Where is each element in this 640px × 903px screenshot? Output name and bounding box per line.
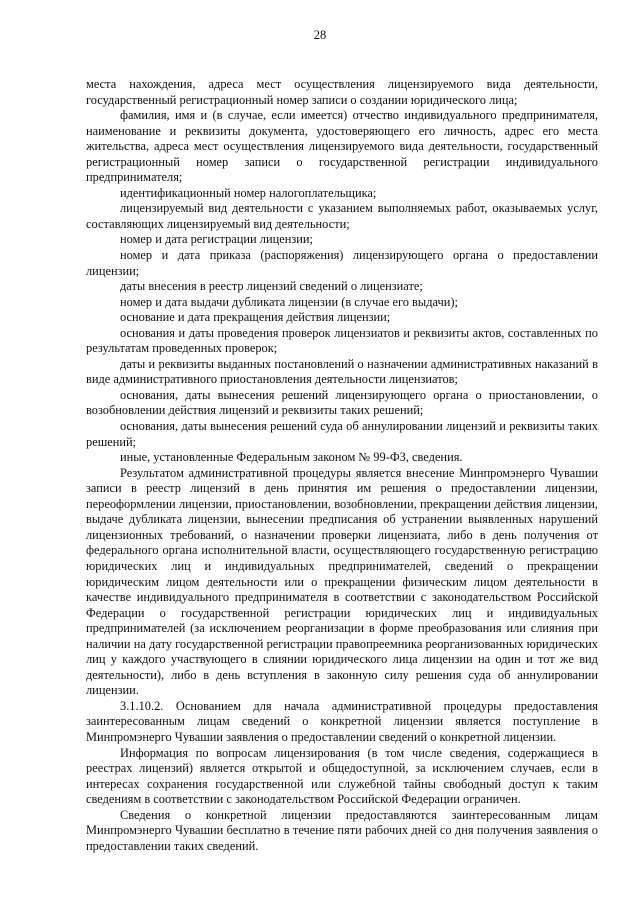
paragraph: основания, даты вынесения решений суда об аннулировании лицензий и реквизиты таких решений; — [86, 419, 598, 449]
paragraph: места нахождения, адреса мест осуществления лицензируемого вида деятельности, государственный регистрационный номер записи о создании юридического лица; — [86, 77, 598, 107]
page-number: 28 — [313, 28, 327, 42]
paragraph: основания и даты проведения проверок лицензиатов и реквизиты актов, составленных по результатам проведенных проверок; — [86, 325, 598, 356]
paragraph: лицензируемый вид деятельности с указанием выполняемых работ, оказываемых услуг, составляющих лицензируемый вид деятельности; — [86, 201, 598, 231]
paragraph: даты внесения в реестр лицензий сведений о лицензиате; — [120, 279, 423, 294]
document-body — [86, 77, 598, 854]
paragraph: номер и дата выдачи дубликата лицензии (в случае его выдачи); — [120, 294, 458, 309]
paragraph: иные, установленные Федеральным законом № 99-ФЗ, сведения. — [120, 450, 463, 465]
paragraph: даты и реквизиты выданных постановлений о назначении административных наказаний в виде административного приостановления деятельности лицензиатов; — [86, 356, 598, 387]
paragraph: основание и дата прекращения действия лицензии; — [120, 310, 391, 325]
paragraph: номер и дата приказа (распоряжения) лицензирующего органа о предоставлении лицензии; — [86, 248, 598, 278]
paragraph: номер и дата регистрации лицензии; — [120, 232, 313, 247]
paragraph: идентификационный номер налогоплательщика; — [120, 185, 377, 200]
paragraph: Сведения о конкретной лицензии предоставляются заинтересованным лицам Минпромэнерго Чувашии бесплатно в течение пяти рабочих дней со дня получения заявления о предоставлении таких сведений. — [86, 807, 598, 853]
paragraph: фамилия, имя и (в случае, если имеется) отчество индивидуального предпринимателя, наименование и реквизиты документа, удостоверяющего его личность, адрес его места жительства, адреса мест осуществления лицензируемого вида деятельности, государственный регистрационный номер записи о государственной регистрации индивидуального предпринимателя; — [86, 108, 598, 185]
paragraph: 3.1.10.2. Основанием для начала административной процедуры предоставления заинтересованным лицам сведений о конкретной лицензии является поступление в Минпромэнерго Чувашии заявления о предоставлении сведений о конкретной лицензии. — [86, 698, 598, 744]
paragraph: основания, даты вынесения решений лицензирующего органа о приостановлении, о возобновлении действия лицензий и реквизиты таких решений; — [86, 387, 598, 418]
paragraph: Информация по вопросам лицензирования (в том числе сведения, содержащиеся в реестрах лицензий) является открытой и общедоступной, за исключением случаев, если в интересах сохранения государственной или служебной тайны свободный доступ к таким сведениям в соответствии с законодательством Российской Федерации ограничен. — [86, 745, 598, 807]
paragraph: Результатом административной процедуры является внесение Минпромэнерго Чувашии записи в реестр лицензий в день принятия им решения о предоставлении лицензии, переоформлении лицензии, приостановлении, возобновлении, прекращении действия лицензии, выдаче дубликата лицензии, вынесении предписания об устранении выявленных нарушений лицензионных требований, о назначении проверки лицензиата, либо в день получения от федерального органа исполнительной власти, осуществляющего государственную регистрацию юридических лиц и индивидуальных предпринимателей, сведений о прекращении юридическим лицом деятельности или о прекращении физическим лицом деятельности в качестве индивидуального предпринимателя в соответствии с законодательством Российской Федерации о государственной регистрации юридических лиц и индивидуальных предпринимателей (за исключением реорганизации в форме преобразования или слияния при наличии на дату государственной регистрации правопреемника реорганизованных юридических лиц у каждого участвующего в слиянии юридического лица лицензии на один и тот же вид деятельности), либо в день вступления в законную силу решения суда об аннулировании лицензии. — [86, 465, 598, 698]
